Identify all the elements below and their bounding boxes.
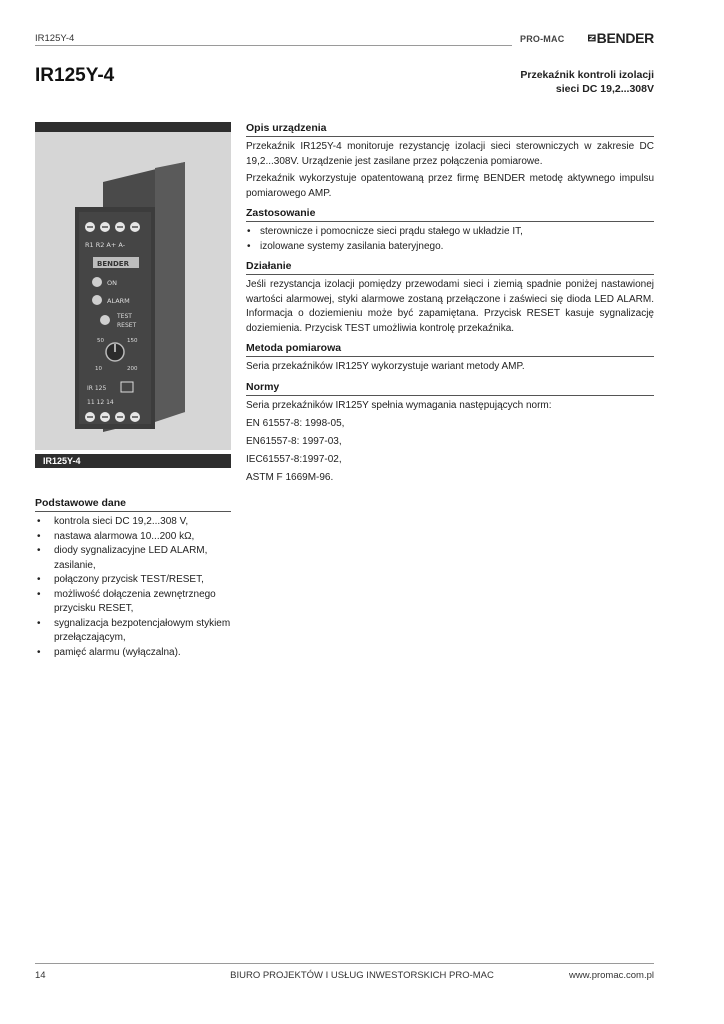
standards-line: ASTM F 1669M-96.: [246, 471, 334, 483]
scale-low-right: 200: [127, 366, 138, 372]
description-paragraph-1: Przekaźnik IR125Y-4 monitoruje rezystancję izolacji sieci sterowniczych w zakresie DC 19,2...308V. Urządzenie jest zasilane przez połączenia pomiarowe.: [246, 141, 654, 167]
promac-logo: PRO-MAC: [520, 34, 565, 44]
subtitle-line-1: Przekaźnik kontroli izolacji: [520, 69, 654, 81]
operation-heading: Działanie: [246, 260, 654, 275]
list-item: • diody sygnalizacyjne LED ALARM, zasilanie,: [35, 544, 231, 573]
led-alarm-label: ALARM: [107, 297, 130, 305]
test-label: TEST: [117, 313, 132, 320]
footer-rule: [35, 963, 654, 964]
list-item: • pamięć alarmu (wyłączalna).: [35, 646, 231, 661]
method-section: [246, 342, 654, 375]
scale-mid-right: 150: [127, 338, 138, 344]
method-heading: Metoda pomiarowa: [246, 342, 654, 357]
list-item: • sterownicze i pomocnicze sieci prądu stałego w układzie IT,: [246, 225, 654, 240]
standards-line: Seria przekaźników IR125Y spełnia wymagania następujących norm:: [246, 399, 552, 411]
bender-logo: [588, 28, 654, 48]
description-section: [246, 122, 654, 201]
application-list: [246, 225, 654, 254]
footer-url: www.promac.com.pl: [569, 970, 654, 981]
operation-section: [246, 260, 654, 336]
list-item: • połączony przycisk TEST/RESET,: [35, 573, 231, 588]
photo-caption: IR125Y-4: [35, 454, 231, 468]
scale-low-left: 10: [95, 366, 102, 372]
application-heading: Zastosowanie: [246, 207, 654, 222]
standards-heading: Normy: [246, 381, 654, 396]
photo-top-bar: [35, 122, 231, 132]
terminal-labels-top: R1 R2 A+ A-: [85, 241, 126, 249]
terminal-labels-bottom: 11 12 14: [87, 399, 114, 406]
page-title: IR125Y-4: [35, 65, 115, 86]
standards-line: IEC61557-8:1997-02,: [246, 453, 342, 465]
list-item: • sygnalizacja bezpotencjałowym stykiem przełączającym,: [35, 617, 231, 646]
method-paragraph: Seria przekaźników IR125Y wykorzystuje wariant metody AMP.: [246, 361, 525, 372]
page-subtitle: [434, 68, 654, 96]
list-item: • możliwość dołączenia zewnętrznego przycisku RESET,: [35, 588, 231, 617]
description-paragraph-2: Przekaźnik wykorzystuje opatentowaną przez firmę BENDER metodę aktywnego impulsu pomiarowego AMP.: [246, 173, 654, 199]
application-section: [246, 207, 654, 254]
product-photo: [35, 132, 231, 450]
list-item: • izolowane systemy zasilania bateryjnego.: [246, 240, 654, 255]
led-on-label: ON: [107, 279, 117, 287]
list-item: • nastawa alarmowa 10...200 kΩ,: [35, 530, 231, 545]
basic-data-heading: Podstawowe dane: [35, 497, 231, 512]
subtitle-line-2: sieci DC 19,2...308V: [555, 83, 654, 95]
description-heading: Opis urządzenia: [246, 122, 654, 137]
list-item: • kontrola sieci DC 19,2...308 V,: [35, 515, 231, 530]
bender-logo-text: BENDER: [596, 30, 654, 46]
page-number: 14: [35, 970, 46, 981]
footer-company: BIURO PROJEKTÓW I USŁUG INWESTORSKICH PRO-MAC: [230, 970, 494, 981]
standards-line: EN 61557-8: 1998-05,: [246, 417, 345, 429]
bender-logo-icon: [588, 30, 596, 46]
operation-paragraph: Jeśli rezystancja izolacji pomiędzy przewodami sieci i ziemią spadnie poniżej nastawionej wartości alarmowej, styki alarmowe zostaną przełączone i zaświeci się dioda LED ALARM. Informacja o doziemieniu może być zapamiętana. Przycisk RESET kasuje sygnalizację doziemienia. Przycisk TEST umożliwia kontrolę przekaźnika.: [246, 279, 654, 334]
product-image-block: [35, 122, 231, 468]
standards-section: [246, 381, 654, 486]
reset-label: RESET: [117, 322, 137, 329]
device-brand-label: BENDER: [97, 260, 129, 268]
standards-line: EN61557-8: 1997-03,: [246, 435, 342, 447]
relay-device-illustration: [35, 132, 231, 450]
header-document-code: IR125Y-4: [35, 33, 75, 44]
basic-data-section: [35, 497, 231, 660]
device-model-label: IR 125: [87, 385, 107, 392]
basic-data-list: [35, 515, 231, 660]
main-content: [246, 122, 654, 491]
scale-mid-left: 50: [97, 338, 104, 344]
header-rule: [35, 45, 512, 46]
